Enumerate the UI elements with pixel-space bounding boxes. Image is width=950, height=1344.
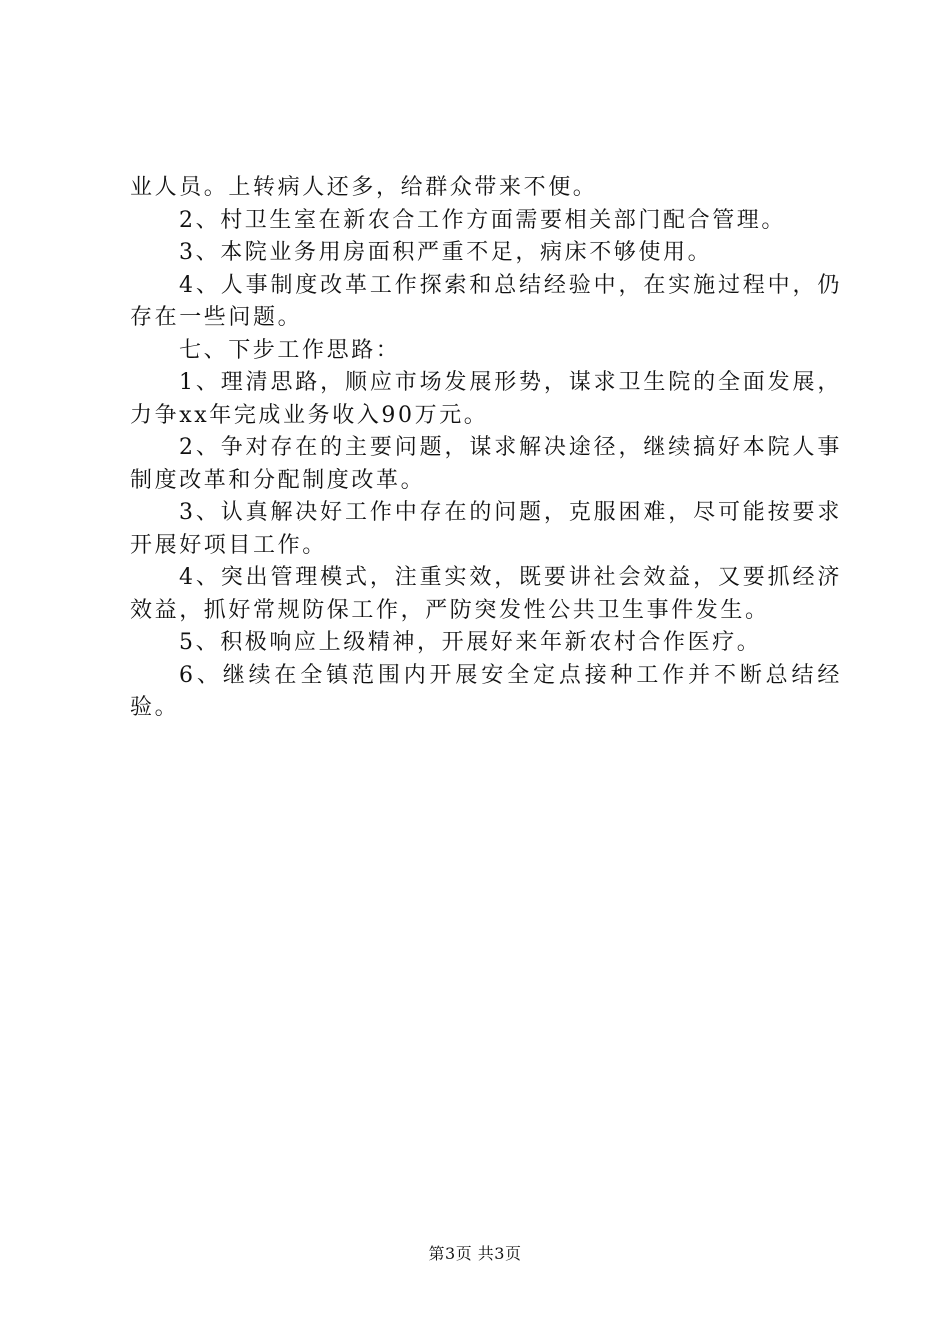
paragraph-problem-3: 3、本院业务用房面积严重不足，病床不够使用。 (179, 240, 713, 265)
paragraph-problem-4: 4、人事制度改革工作探索和总结经验中，在实施过程中，仍存在一些问题。 (130, 272, 842, 330)
paragraph-step-1: 1、理清思路，顺应市场发展形势，谋求卫生院的全面发展，力争xx年完成业务收入90万元。 (130, 370, 842, 428)
paragraph-continuation: 业人员。上转病人还多，给群众带来不便。 (130, 175, 598, 200)
paragraph-step-2: 2、争对存在的主要问题，谋求解决途径，继续搞好本院人事制度改革和分配制度改革。 (130, 435, 842, 493)
paragraph-step-5: 5、积极响应上级精神，开展好来年新农村合作医疗。 (179, 630, 762, 655)
paragraph-step-6: 6、继续在全镇范围内开展安全定点接种工作并不断总结经验。 (130, 662, 842, 720)
paragraph-step-3: 3、认真解决好工作中存在的问题，克服困难，尽可能按要求开展好项目工作。 (130, 500, 842, 558)
paragraph-problem-2: 2、村卫生室在新农合工作方面需要相关部门配合管理。 (179, 207, 786, 233)
section-heading-next-steps: 七、下步工作思路： (179, 337, 401, 363)
page-number-footer: 第3页 共3页 (428, 1244, 522, 1263)
body-text (130, 172, 842, 725)
paragraph-step-4: 4、突出管理模式，注重实效，既要讲社会效益，又要抓经济效益，抓好常规防保工作，严防突发性公共卫生事件发生。 (130, 565, 842, 623)
